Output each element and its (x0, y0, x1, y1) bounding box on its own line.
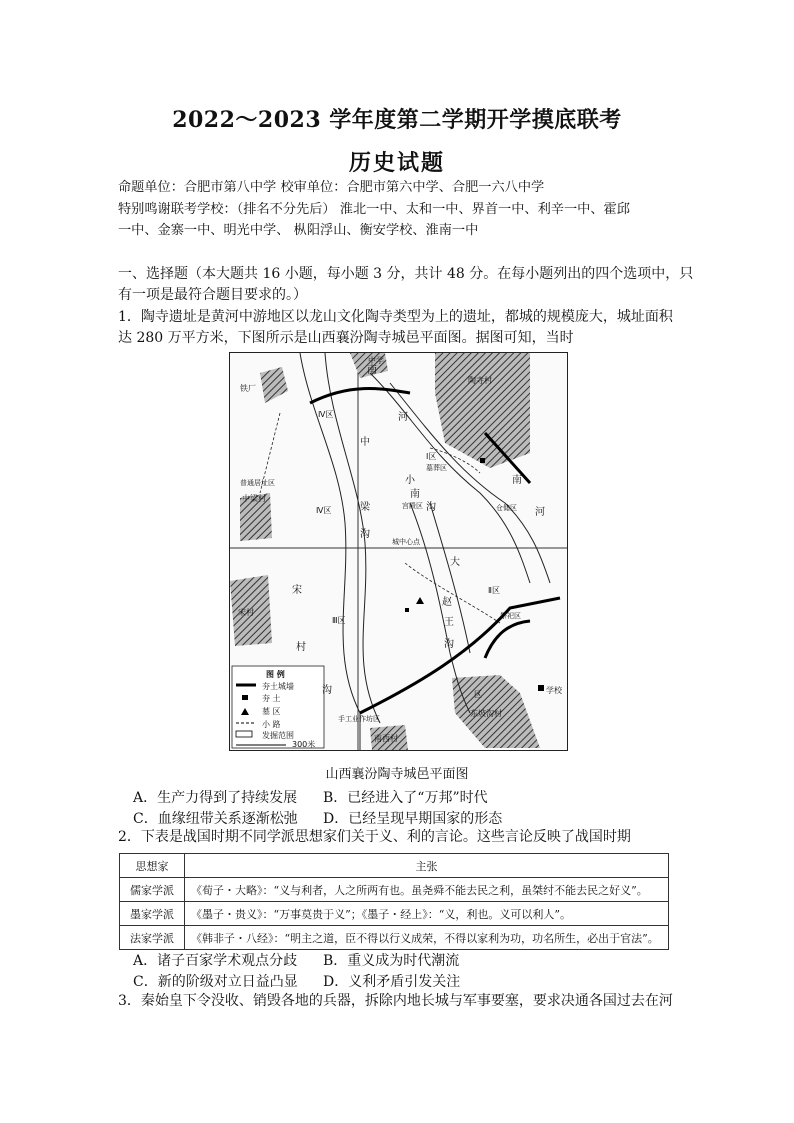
section-instructions-2: 有一项是最符合题目要求的。） (118, 287, 307, 303)
map-label: 宋村 (238, 608, 254, 617)
map-label: 南 (512, 475, 522, 486)
legend-item: 夯土城墙 (262, 682, 294, 691)
map-area-label: 祭祀区 (500, 612, 521, 620)
q3-stem: 3．秦始皇下令没收、销毁各地的兵器，拆除内地长城与军事要塞，要求决通各国过去在河 (118, 993, 673, 1009)
taosi-site-map (229, 352, 568, 751)
map-label: 大 (450, 557, 460, 568)
q1-stem-2: 达 280 万平方米，下图所示是山西襄汾陶寺城邑平面图。据图可知，当时 (118, 330, 574, 346)
map-label: 梁 (360, 502, 370, 513)
q1-option-b[interactable]: B．已经进入了“万邦”时代 (323, 790, 488, 806)
table-cell: 儒家学派 (120, 878, 185, 902)
q1-stem-1: 1．陶寺遗址是黄河中游地区以龙山文化陶寺类型为上的遗址，都城的规模庞大，城址面积 (118, 309, 673, 325)
q2-option-a[interactable]: A．诸子百家学术观点分歧 (133, 953, 298, 969)
q2-table (119, 853, 669, 950)
q2-stem: 2．下表是战国时期不同学派思想家们关于义、利的言论。这些言论反映了战国时期 (118, 829, 631, 845)
credits-line-1: 命题单位：合肥市第八中学 校审单位：合肥市第六中学、合肥一六八中学 (118, 180, 545, 195)
map-label: 中梁村 (242, 494, 266, 503)
map-label: 区 (474, 690, 482, 699)
map-label: 中 (360, 437, 370, 448)
map-label: 村 (296, 642, 306, 653)
map-label: 河 (398, 412, 408, 423)
map-label: 中学 (368, 356, 384, 365)
map-label: 南 (410, 489, 420, 500)
map-area-label: 手工业作坊区 (338, 715, 380, 723)
section-instructions-1: 一、选择题（本大题共 16 小题，每小题 3 分，共计 48 分。在每小题列出的四个选项中，只 (118, 266, 694, 282)
q1-option-a[interactable]: A．生产力得到了持续发展 (133, 790, 298, 806)
map-label: 沟 (360, 529, 370, 540)
q2-option-c[interactable]: C．新的阶级对立日益凸显 (133, 974, 298, 990)
legend-item: 小 路 (262, 720, 281, 729)
map-area-label: 墓葬区 (426, 464, 447, 472)
q1-option-d[interactable]: D．已经呈现早期国家的形态 (323, 811, 503, 827)
map-label: 赵 (442, 597, 452, 608)
q2-option-b[interactable]: B．重义成为时代潮流 (323, 953, 460, 969)
map-label: 南西村 (374, 734, 398, 743)
map-label: Ⅰ区 (426, 452, 437, 461)
credits-line-2: 特别鸣谢联考学校：（排名不分先后） 淮北一中、太和一中、界首一中、利辛一中、霍邱 (118, 202, 630, 217)
map-label: 陶寺村 (468, 376, 492, 385)
legend-scale: 300米 (292, 740, 316, 749)
table-header-cell: 思想家 (120, 854, 185, 878)
map-label: 河 (535, 507, 545, 518)
table-row (120, 926, 669, 950)
map-label: Ⅳ区 (318, 410, 334, 419)
map-label: Ⅲ区 (332, 616, 346, 625)
map-label: 东坡沟村 (470, 709, 502, 718)
legend-item: 夯 土 (262, 694, 281, 703)
map-label: 沟 (426, 502, 436, 513)
map-area-label: 普通居址区 (240, 479, 275, 487)
map-label: 铁厂 (240, 384, 256, 393)
map-label: 宋 (292, 585, 302, 596)
table-cell: 《墨子・贵义》：“万事莫贵于义”；《墨子・经上》：“义，利也。义可以利人”。 (185, 902, 669, 926)
map-area-label: 宫殿区 (402, 502, 423, 510)
map-label: 南 (367, 365, 377, 376)
q1-option-c[interactable]: C．血缘纽带关系逐渐松弛 (133, 811, 298, 827)
table-cell: 《韩非子・八经》：“明主之道，臣不得以行义成荣，不得以家利为功，功名所生，必出于官法”。 (185, 926, 669, 950)
legend-item: 发掘范围 (262, 731, 294, 740)
table-header-cell: 主张 (185, 854, 669, 878)
table-cell: 法家学派 (120, 926, 185, 950)
legend-item: 墓 区 (262, 707, 281, 716)
map-label: 沟 (322, 685, 332, 696)
credits-line-3: 一中、金寨一中、明光中学、 枞阳浮山、衡安学校、淮南一中 (118, 223, 479, 238)
map-label: 王 (444, 617, 454, 628)
village-taosi (435, 353, 530, 468)
exam-title: 2022～2023 学年度第二学期开学摸底联考 (172, 107, 622, 133)
map-label: 学校 (546, 686, 562, 695)
map-area-label: 城中心点 (392, 538, 420, 546)
table-cell: 《荀子・大略》：“义与利者，人之所两有也。虽尧舜不能去民之利，虽桀纣不能去民之好义”。 (185, 878, 669, 902)
q2-option-d[interactable]: D．义利矛盾引发关注 (323, 974, 461, 990)
exam-subtitle: 历史试题 (348, 150, 445, 176)
map-label: 沟 (444, 639, 454, 650)
map-label: Ⅱ区 (488, 586, 500, 595)
table-row (120, 878, 669, 902)
table-cell: 墨家学派 (120, 902, 185, 926)
table-header-row (120, 854, 669, 878)
table-row (120, 902, 669, 926)
map-label: 小 (405, 475, 415, 486)
map-area-label: 仓储区 (496, 504, 517, 512)
figure-caption: 山西襄汾陶寺城邑平面图 (325, 767, 469, 782)
map-label: Ⅳ区 (316, 506, 332, 515)
legend-title: 图 例 (266, 670, 285, 679)
